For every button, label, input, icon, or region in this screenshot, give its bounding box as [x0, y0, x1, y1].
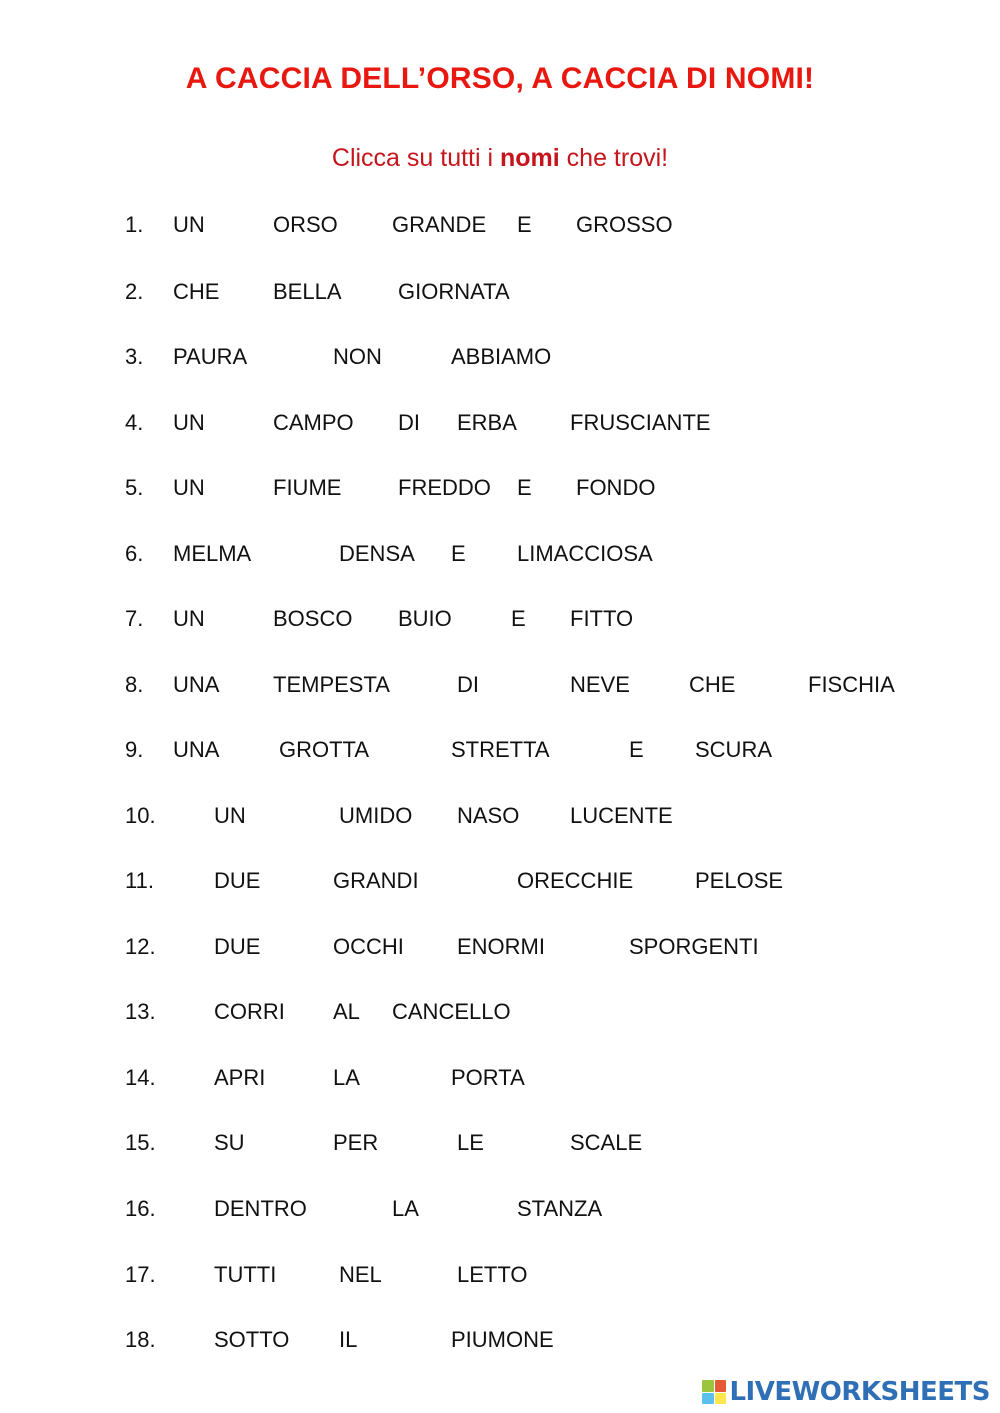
- word-row: [0, 209, 1000, 241]
- clickable-word[interactable]: CORRI: [214, 999, 285, 1024]
- clickable-word[interactable]: IL: [339, 1327, 358, 1352]
- clickable-word[interactable]: APRI: [214, 1065, 266, 1090]
- word-row: [0, 1324, 1000, 1356]
- clickable-word[interactable]: NASO: [457, 803, 520, 828]
- clickable-word[interactable]: GRANDI: [333, 868, 419, 893]
- logo-square-1: [702, 1380, 714, 1392]
- clickable-word[interactable]: UN: [173, 475, 205, 500]
- clickable-word[interactable]: E: [517, 475, 532, 500]
- clickable-word[interactable]: FITTO: [570, 606, 634, 631]
- clickable-word[interactable]: BELLA: [273, 279, 342, 304]
- row-number: 12.: [125, 934, 156, 959]
- logo-text: LIVEWORKSHEETS: [729, 1377, 990, 1407]
- clickable-word[interactable]: ABBIAMO: [451, 344, 552, 369]
- clickable-word[interactable]: CAMPO: [273, 410, 354, 435]
- word-row: [0, 669, 1000, 701]
- clickable-word[interactable]: NEL: [339, 1262, 382, 1287]
- row-number: 8.: [125, 672, 144, 697]
- logo-square-3: [702, 1393, 714, 1405]
- clickable-word[interactable]: STANZA: [517, 1196, 603, 1221]
- clickable-word[interactable]: UMIDO: [339, 803, 413, 828]
- liveworksheets-logo-icon: [702, 1380, 726, 1404]
- clickable-word[interactable]: GROSSO: [576, 212, 673, 237]
- instruction-text-start: Clicca su tutti i: [331, 144, 500, 172]
- clickable-word[interactable]: PORTA: [451, 1065, 525, 1090]
- instruction-text-end: che trovi!: [559, 144, 669, 172]
- worksheet-title: A CACCIA DELL’ORSO, A CACCIA DI NOMI!: [185, 62, 815, 95]
- clickable-word[interactable]: STRETTA: [451, 737, 550, 762]
- clickable-word[interactable]: LA: [333, 1065, 360, 1090]
- row-number: 5.: [125, 475, 144, 500]
- clickable-word[interactable]: OCCHI: [333, 934, 404, 959]
- clickable-word[interactable]: PIUMONE: [451, 1327, 554, 1352]
- logo-square-4: [715, 1393, 727, 1405]
- clickable-word[interactable]: SCURA: [695, 737, 773, 762]
- clickable-word[interactable]: FIUME: [273, 475, 342, 500]
- row-number: 1.: [125, 212, 144, 237]
- row-number: 11.: [125, 868, 154, 893]
- row-number: 15.: [125, 1130, 156, 1155]
- clickable-word[interactable]: LETTO: [457, 1262, 528, 1287]
- clickable-word[interactable]: NON: [333, 344, 382, 369]
- row-number: 16.: [125, 1196, 156, 1221]
- word-row: [0, 931, 1000, 963]
- clickable-word[interactable]: SPORGENTI: [629, 934, 759, 959]
- clickable-word[interactable]: ORSO: [273, 212, 338, 237]
- instruction-keyword: nomi: [500, 144, 560, 172]
- clickable-word[interactable]: DUE: [214, 868, 261, 893]
- row-number: 18.: [125, 1327, 156, 1352]
- clickable-word[interactable]: E: [629, 737, 644, 762]
- row-number: 13.: [125, 999, 156, 1024]
- clickable-word[interactable]: PELOSE: [695, 868, 784, 893]
- word-row: [0, 341, 1000, 373]
- word-row: [0, 1259, 1000, 1291]
- word-row: [0, 407, 1000, 439]
- clickable-word[interactable]: MELMA: [173, 541, 252, 566]
- word-row: [0, 996, 1000, 1028]
- clickable-word[interactable]: DUE: [214, 934, 261, 959]
- clickable-word[interactable]: TEMPESTA: [273, 672, 390, 697]
- clickable-word[interactable]: SOTTO: [214, 1327, 290, 1352]
- clickable-word[interactable]: FISCHIA: [808, 672, 895, 697]
- row-number: 10.: [125, 803, 156, 828]
- clickable-word[interactable]: FREDDO: [398, 475, 491, 500]
- clickable-word[interactable]: UNA: [173, 672, 220, 697]
- clickable-word[interactable]: ENORMI: [457, 934, 545, 959]
- clickable-word[interactable]: UNA: [173, 737, 220, 762]
- clickable-word[interactable]: CHE: [173, 279, 220, 304]
- clickable-word[interactable]: LIMACCIOSA: [517, 541, 653, 566]
- clickable-word[interactable]: BOSCO: [273, 606, 353, 631]
- row-number: 6.: [125, 541, 144, 566]
- clickable-word[interactable]: LUCENTE: [570, 803, 673, 828]
- clickable-word[interactable]: DENTRO: [214, 1196, 307, 1221]
- row-number: 2.: [125, 279, 144, 304]
- clickable-word[interactable]: UN: [173, 410, 205, 435]
- row-number: 14.: [125, 1065, 156, 1090]
- clickable-word[interactable]: AL: [333, 999, 360, 1024]
- instruction-text: [0, 144, 1000, 173]
- word-row: [0, 276, 1000, 308]
- clickable-word[interactable]: DI: [398, 410, 420, 435]
- clickable-word[interactable]: CANCELLO: [392, 999, 511, 1024]
- clickable-word[interactable]: LA: [392, 1196, 419, 1221]
- row-number: 3.: [125, 344, 144, 369]
- row-number: 9.: [125, 737, 144, 762]
- clickable-word[interactable]: NEVE: [570, 672, 630, 697]
- row-number: 17.: [125, 1262, 156, 1287]
- word-row: [0, 734, 1000, 766]
- clickable-word[interactable]: UN: [214, 803, 246, 828]
- word-row: [0, 538, 1000, 570]
- word-row: [0, 1062, 1000, 1094]
- clickable-word[interactable]: UN: [173, 606, 205, 631]
- word-row: [0, 603, 1000, 635]
- row-number: 7.: [125, 606, 144, 631]
- clickable-word[interactable]: PAURA: [173, 344, 248, 369]
- clickable-word[interactable]: UN: [173, 212, 205, 237]
- clickable-word[interactable]: FONDO: [576, 475, 656, 500]
- logo-square-2: [715, 1380, 727, 1392]
- word-row: [0, 865, 1000, 897]
- clickable-word[interactable]: E: [517, 212, 532, 237]
- clickable-word[interactable]: CHE: [689, 672, 736, 697]
- clickable-word[interactable]: PER: [333, 1130, 379, 1155]
- clickable-word[interactable]: BUIO: [398, 606, 452, 631]
- clickable-word[interactable]: LE: [457, 1130, 484, 1155]
- word-row: [0, 472, 1000, 504]
- clickable-word[interactable]: DI: [457, 672, 479, 697]
- clickable-word[interactable]: ORECCHIE: [517, 868, 634, 893]
- clickable-word[interactable]: FRUSCIANTE: [570, 410, 711, 435]
- clickable-word[interactable]: SU: [214, 1130, 245, 1155]
- row-number: 4.: [125, 410, 144, 435]
- clickable-word[interactable]: E: [451, 541, 466, 566]
- clickable-word[interactable]: TUTTI: [214, 1262, 277, 1287]
- clickable-word[interactable]: GRANDE: [392, 212, 487, 237]
- clickable-word[interactable]: GIORNATA: [398, 279, 510, 304]
- word-row: [0, 1193, 1000, 1225]
- clickable-word[interactable]: E: [511, 606, 526, 631]
- clickable-word[interactable]: ERBA: [457, 410, 517, 435]
- liveworksheets-logo: [702, 1377, 990, 1407]
- word-row: [0, 1127, 1000, 1159]
- word-row: [0, 800, 1000, 832]
- clickable-word[interactable]: DENSA: [339, 541, 415, 566]
- clickable-word[interactable]: SCALE: [570, 1130, 643, 1155]
- clickable-word[interactable]: GROTTA: [279, 737, 370, 762]
